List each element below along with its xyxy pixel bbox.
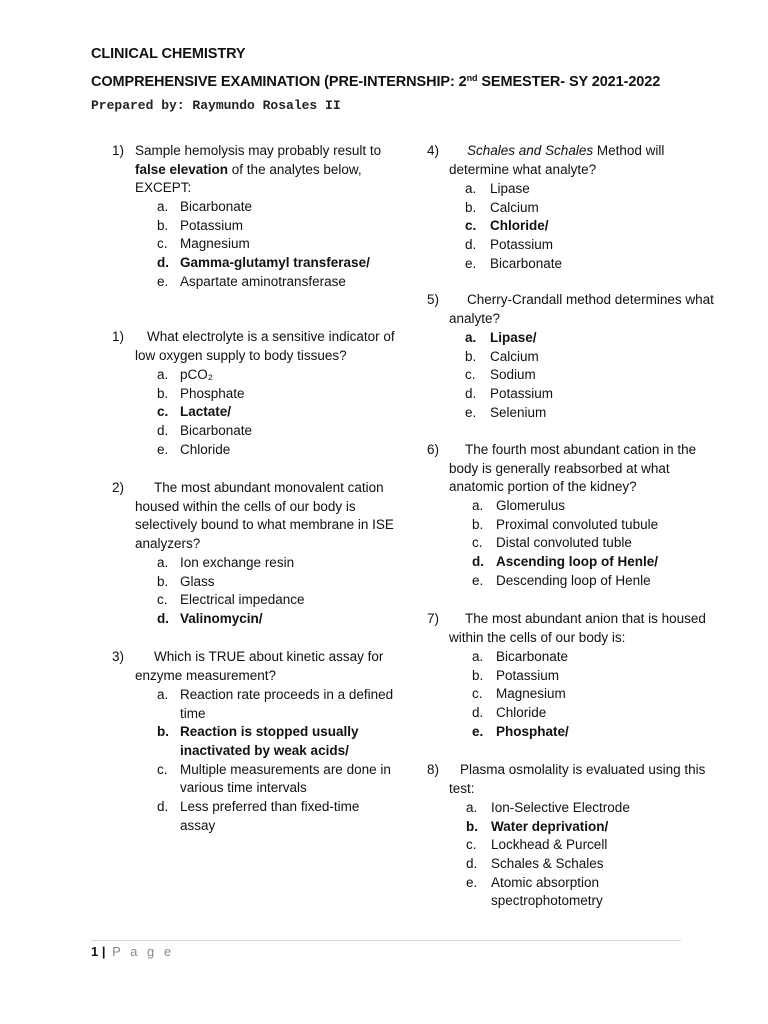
page-footer [91, 944, 174, 959]
question-text: Which is TRUE about kinetic assay for enzyme measurement? [135, 649, 384, 683]
page-label: P a g e [112, 944, 175, 959]
question-text: Plasma osmolality is evaluated using this test: [449, 762, 706, 796]
question-number: 1) [112, 143, 125, 158]
question-number: 5) [427, 292, 440, 307]
course-title: CLINICAL CHEMISTRY [91, 46, 246, 62]
question-text: What electrolyte is a sensitive indicator of low oxygen supply to body tissues? [135, 329, 395, 363]
question-number: 8) [427, 762, 440, 777]
question-text: Cherry-Crandall method determines what analyte? [449, 292, 714, 326]
question-number: 6) [427, 442, 440, 457]
page-number: 1 [91, 944, 99, 959]
question-text: Schales and Schales Method will determine what analyte? [449, 143, 665, 177]
question-number: 7) [427, 611, 440, 626]
question-text: The fourth most abundant cation in the body is generally reabsorbed at what anatomic portion of the kidney? [449, 442, 697, 495]
question-number: 1) [112, 329, 125, 344]
prepared-by: Prepared by: Raymundo Rosales II [91, 98, 341, 113]
question-text: The most abundant monovalent cation housed within the cells of our body is selectively bound to what membrane in ISE analyzers? [135, 480, 394, 552]
question-text: The most abundant anion that is housed within the cells of our body is: [449, 611, 706, 645]
page-separator: | [101, 944, 106, 959]
question-number: 4) [427, 143, 440, 158]
question-text: Sample hemolysis may probably result to false elevation of the analytes below, EXCEPT: [135, 143, 382, 196]
question-number: 3) [112, 649, 125, 664]
exam-title: COMPREHENSIVE EXAMINATION (PRE-INTERNSHIP: 2nd SEMESTER- SY 2021-2022 [91, 73, 661, 90]
question-number: 2) [112, 480, 125, 495]
footer-divider [91, 940, 681, 941]
